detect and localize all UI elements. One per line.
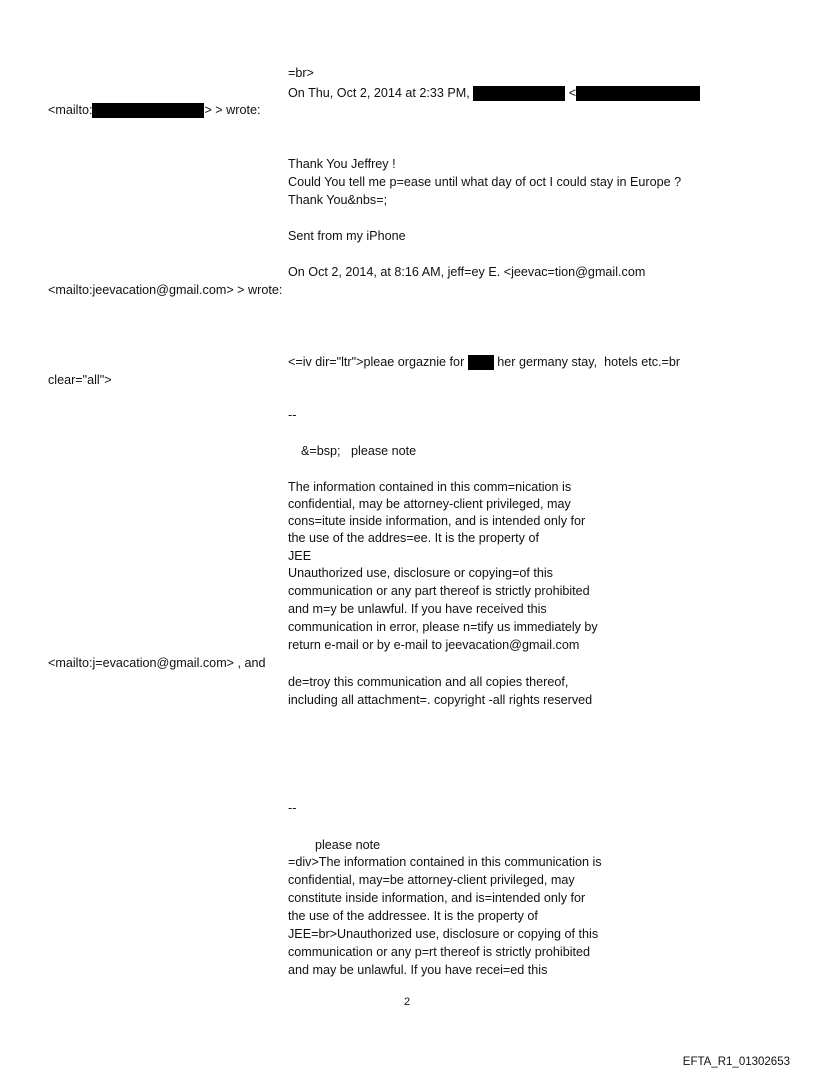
signature-separator: -- [288, 408, 297, 422]
msg-line: Thank You Jeffrey ! [288, 157, 396, 171]
disclaimer-line: communication or any part thereof is strictly prohibited [288, 584, 590, 598]
msg-line: Could You tell me p=ease until what day of oct I could stay in Europe ? [288, 175, 682, 189]
disclaimer-line: JEE [288, 549, 312, 563]
disclaimer-line: and may be unlawful. If you have recei=ed this [288, 963, 548, 977]
disclaimer-line: confidential, may=be attorney-client privileged, may [288, 873, 575, 887]
disclaimer-line: and m=y be unlawful. If you have received this [288, 602, 547, 616]
disclaimer-line: =div>The information contained in this communication is [288, 855, 602, 869]
disclaimer-line: de=troy this communication and all copies thereof, [288, 675, 569, 689]
clear-all-line: clear="all"> [48, 373, 112, 387]
quote-line: On Oct 2, 2014, at 8:16 AM, jeff=ey E. <jeevac=tion@gmail.com [288, 265, 646, 279]
please-note-line: &=bsp; please note [301, 444, 417, 458]
lt-char: < [568, 86, 577, 100]
disclaimer-line: confidential, may be attorney-client privileged, may [288, 497, 571, 511]
wrote-suffix: > > wrote: [204, 103, 261, 117]
on-thu-text: On Thu, Oct 2, 2014 at 2:33 PM, [288, 86, 470, 100]
mailto-wrote-line [48, 103, 260, 118]
mailto-prefix: <mailto: [48, 103, 93, 117]
disclaimer-line: communication in error, please n=tify us immediately by [288, 620, 598, 634]
redaction-box [576, 86, 700, 101]
disclaimer-line: JEE=br>Unauthorized use, disclosure or copying of this [288, 927, 599, 941]
signature-separator: -- [288, 801, 297, 815]
quote-mailto-line: <mailto:jeevacation@gmail.com> > wrote: [48, 283, 283, 297]
on-thu-line [288, 86, 700, 101]
disclaimer-line: including all attachment=. copyright -all rights reserved [288, 693, 593, 707]
disclaimer-line: the use of the addres=ee. It is the property of [288, 531, 539, 545]
disclaimer-line: constitute inside information, and is=intended only for [288, 891, 586, 905]
disclaimer-line: The information contained in this comm=nication is [288, 480, 572, 494]
br-tag-line: =br> [288, 66, 314, 80]
redaction-box [468, 355, 494, 370]
please-note-line: please note [315, 838, 381, 852]
disclaimer-line: return e-mail or by e-mail to jeevacation@gmail.com [288, 638, 580, 652]
mailto-and-line: <mailto:j=evacation@gmail.com> , and [48, 656, 266, 670]
disclaimer-line: the use of the addressee. It is the property of [288, 909, 538, 923]
redaction-box [92, 103, 204, 118]
div-line [288, 355, 680, 370]
div-line-suffix: her germany stay, hotels etc.=br [493, 355, 681, 369]
page-number: 2 [404, 996, 411, 1008]
disclaimer-line: Unauthorized use, disclosure or copying=of this [288, 566, 553, 580]
redaction-box [473, 86, 565, 101]
sent-from-line: Sent from my iPhone [288, 229, 406, 243]
document-id-footer: EFTA_R1_01302653 [682, 1056, 790, 1068]
disclaimer-line: cons=itute inside information, and is intended only for [288, 514, 586, 528]
msg-line: Thank You&nbs=; [288, 193, 388, 207]
div-line-prefix: <=iv dir="ltr">pleae orgaznie for [288, 355, 465, 369]
disclaimer-line: communication or any p=rt thereof is strictly prohibited [288, 945, 591, 959]
